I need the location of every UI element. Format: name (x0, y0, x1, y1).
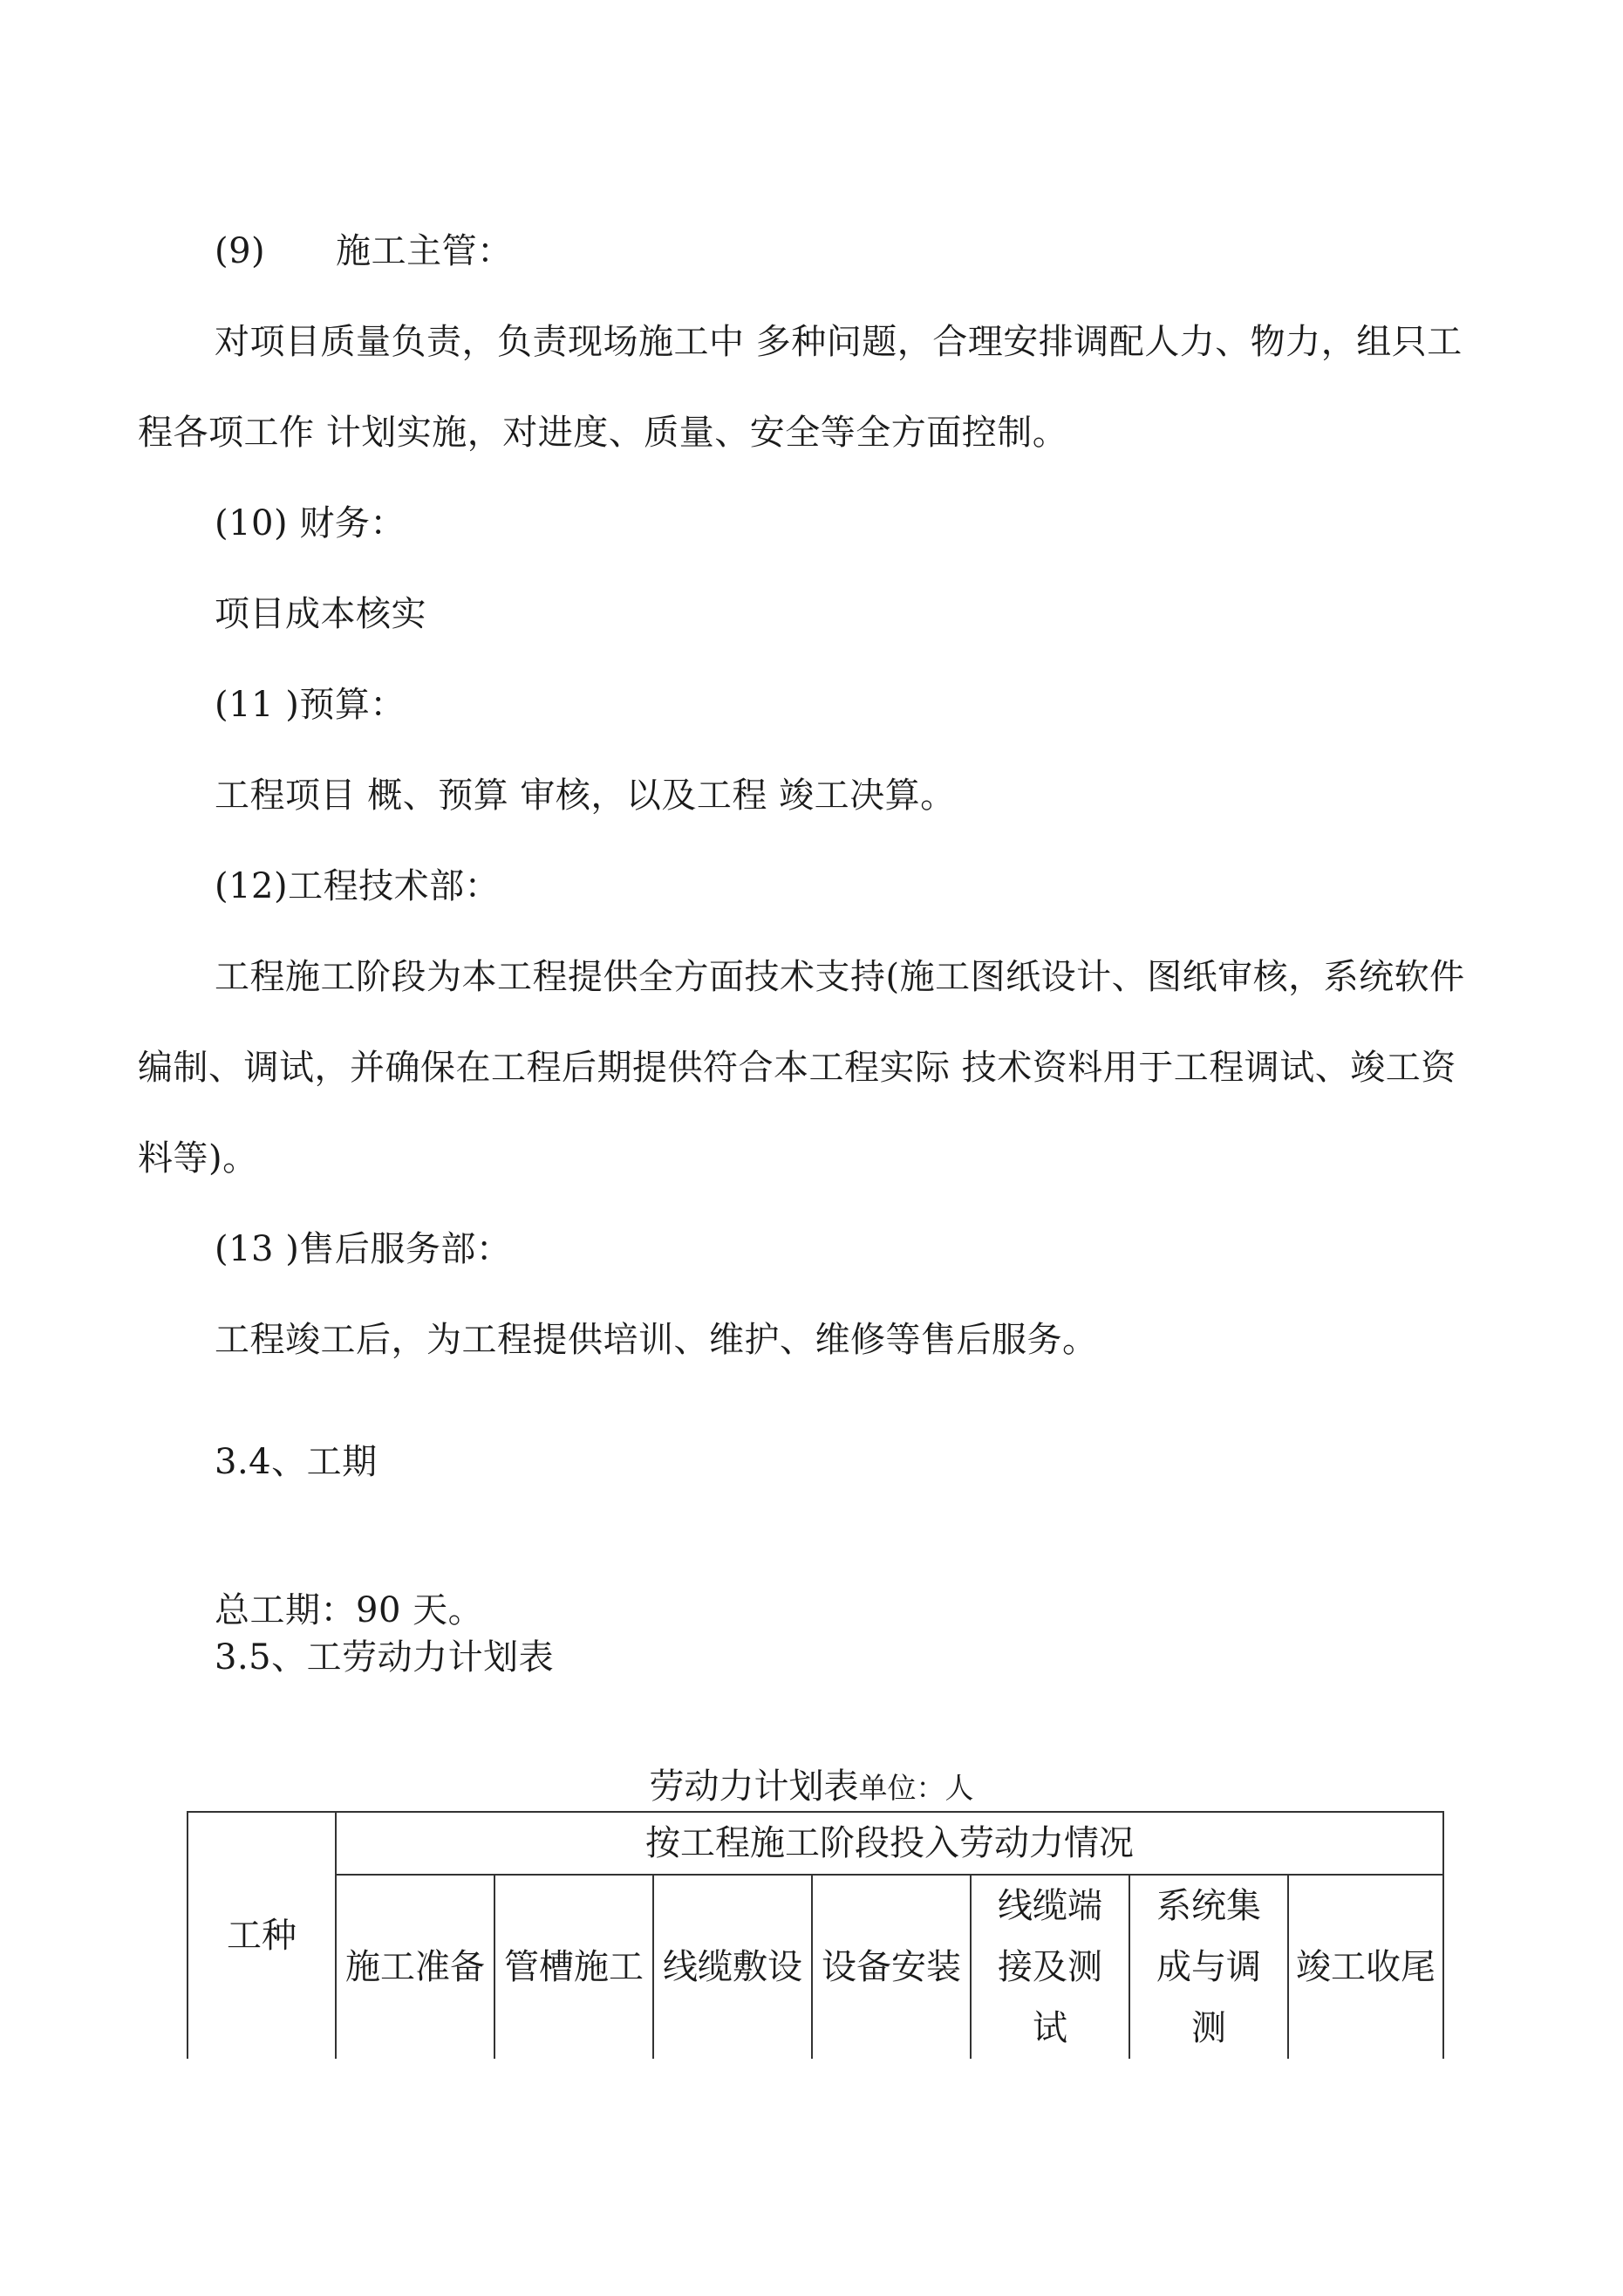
section-12-text-line-3: 料等)。 (138, 1138, 258, 1179)
total-duration-text: 总工期：90 天。 (215, 1590, 484, 1630)
table-caption-title: 劳动力计划表 (649, 1766, 859, 1807)
section-9-text-line-2: 程各项工作 计划实施，对进度、质量、安全等全方面控制。 (138, 413, 1068, 453)
section-12-text-line-2: 编制、调试，并确保在工程后期提供符合本工程实际 技术资料用于工程调试、竣工资 (138, 1048, 1456, 1088)
section-11-heading: (11 )预算： (215, 685, 406, 725)
labor-plan-table (187, 1811, 1444, 2059)
section-9-heading: (9) 施工主管： (215, 231, 513, 271)
table-header-row-1 (188, 1812, 1443, 1875)
stage-header: 竣工收尾 (1288, 1875, 1443, 2059)
section-3-5-heading: 3.5、工劳动力计划表 (215, 1637, 555, 1678)
stage-header: 线缆敷设 (653, 1875, 812, 2059)
section-12-heading: (12)工程技术部： (215, 866, 501, 906)
stage-header: 线缆端接及测试 (971, 1875, 1129, 2059)
section-12-text-line-1: 工程施工阶段为本工程提供全方面技术支持(施工图纸设计、图纸审核，系统软件 (215, 957, 1465, 997)
stage-header: 系统集成与调测 (1129, 1875, 1288, 2059)
section-10-heading: (10) 财务： (215, 503, 406, 543)
section-3-4-heading: 3.4、工期 (215, 1442, 378, 1482)
stage-header: 施工准备 (336, 1875, 494, 2059)
table-caption-unit: 单位：人 (858, 1771, 974, 1805)
work-type-header: 工种 (188, 1812, 336, 2059)
stage-header: 管槽施工 (494, 1875, 653, 2059)
section-13-heading: (13 )售后服务部： (215, 1229, 512, 1269)
section-10-text: 项目成本核实 (215, 594, 426, 634)
stage-group-header: 按工程施工阶段投入劳动力情况 (336, 1812, 1443, 1875)
table-header-row-2 (188, 1875, 1443, 2059)
table-caption (0, 1766, 1623, 1807)
section-13-text: 工程竣工后，为工程提供培训、维护、维修等售后服务。 (215, 1320, 1098, 1360)
section-11-text: 工程项目 概、预算 审核，以及工程 竣工决算。 (215, 776, 956, 816)
stage-header: 设备安装 (812, 1875, 971, 2059)
section-9-text-line-1: 对项目质量负责，负责现场施工中 多种问题，合理安排调配人力、物力，组只工 (215, 322, 1463, 362)
